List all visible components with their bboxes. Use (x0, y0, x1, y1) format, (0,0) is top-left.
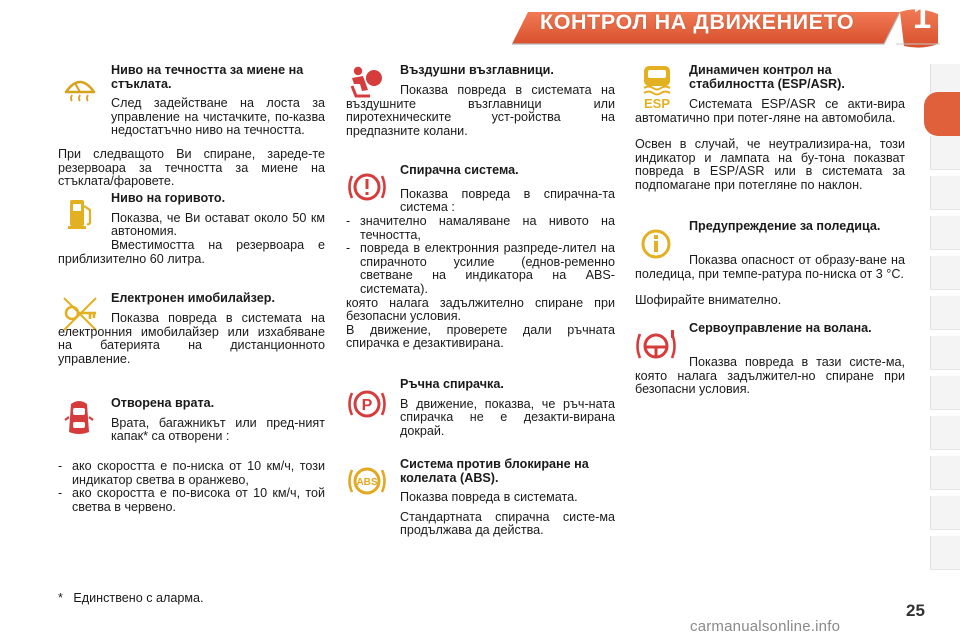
section-title: Въздушни възглавници. (400, 63, 554, 77)
list-item: - ако скоростта е по-висока от 10 км/ч, той светва в червено. (58, 486, 325, 514)
page-header (0, 0, 960, 56)
ice-section (689, 220, 905, 240)
steering-section (689, 322, 905, 342)
fuel-section (111, 192, 325, 245)
chapter-tab[interactable] (930, 296, 960, 330)
section-text: Показва повреда в системата на електронния имобилайзер или изхабяване на батерията на дистанционното управление. (58, 311, 325, 366)
section-text: Показва повреда в спирачна-та система : (400, 186, 615, 215)
section-title: Отворена врата. (111, 396, 215, 410)
handbrake-section (400, 378, 615, 438)
chapter-tab-active[interactable] (924, 92, 960, 136)
washer-section-note (58, 148, 325, 189)
chapter-tab[interactable] (930, 256, 960, 290)
page-title: КОНТРОЛ НА ДВИЖЕНИЕТО (540, 10, 855, 34)
section-text: която налага задължително спиране при безопасни условия. (346, 295, 615, 324)
chapter-number: 1 (912, 0, 932, 35)
washer-section (111, 64, 325, 138)
section-text: Показва опасност от образу-ване на поледица, при темпе-ратура по-ниска от 3 °C. (635, 253, 905, 281)
brake-warning-icon (346, 167, 388, 207)
list-item: - повреда в електронния разпреде-лител на спирачното усилие (еднов-ременно светване на индикатора на ABS-системата). (346, 241, 615, 296)
door-section (111, 397, 325, 444)
chapter-tab[interactable] (930, 456, 960, 490)
section-text: В движение, показва, че ръч-ната спирачка не е дезакти-вирана докрай. (400, 396, 615, 438)
chapter-tab[interactable] (930, 136, 960, 170)
section-text: След задействане на лоста за управление на чистачките, по-казва недостатъчно ниво на течността. (111, 96, 325, 138)
chapter-tab[interactable] (930, 536, 960, 570)
abs-section (400, 458, 615, 538)
section-title: Предупреждение за поледица. (689, 219, 881, 233)
list-item: - значително намаляване на нивото на течността, (346, 214, 615, 242)
footnote: * Единствено с аларма. (58, 591, 204, 605)
section-text: Показва, че Ви остават около 50 км автономия. (111, 210, 325, 239)
svg-text:P: P (361, 397, 373, 414)
parking-brake-icon (346, 384, 388, 424)
immobiliser-text (58, 312, 325, 366)
section-title: Ниво на горивото. (111, 191, 226, 205)
brake-system-section (400, 164, 615, 215)
svg-text:ESP: ESP (643, 96, 671, 110)
section-title: Електронен имобилайзер. (111, 291, 275, 305)
section-text: Стандартната спирачна систе-ма продължава да действа. (400, 509, 615, 538)
section-text: Врата, багажникът или пред-ният капак* са отворени : (111, 415, 325, 444)
section-text: Шофирайте внимателно. (635, 293, 782, 307)
chapter-tab[interactable] (930, 216, 960, 250)
chapter-tab[interactable] (930, 496, 960, 530)
section-text: Системата ESP/ASR се акти-вира автоматично при потег-ляне на автомобила. (635, 97, 905, 125)
section-text: Показва повреда в системата на въздушните възглавници или пиротехническите уст-ройства на предпазните колани. (346, 83, 615, 138)
chapter-tab[interactable] (930, 416, 960, 450)
section-title: Ниво на течността за миене на стъклата. (111, 63, 304, 91)
section-text: Вместимостта на резервоара е приблизително 60 литра. (58, 238, 325, 266)
section-title: Ръчна спирачка. (400, 377, 504, 391)
fuel-capacity (58, 239, 325, 266)
section-text: Показва повреда в тази систе-ма, която налага задължител-но спиране при безопасни условия. (635, 355, 905, 397)
svg-text:ABS: ABS (356, 477, 378, 488)
airbag-section (400, 64, 615, 84)
chapter-tab[interactable] (930, 176, 960, 210)
esp-section (689, 64, 905, 97)
chapter-tab[interactable] (930, 336, 960, 370)
abs-icon (346, 461, 388, 501)
section-title: Система против блокиране на колелата (ABS). (400, 457, 589, 485)
brake-system-list (346, 215, 615, 351)
list-item: - ако скоростта е по-ниска от 10 км/ч, този индикатор светва в оранжево, (58, 459, 325, 487)
section-title: Спирачна система. (400, 163, 519, 177)
section-title: Динамичен контрол на стабилността (ESP/ASR). (689, 63, 845, 91)
esp-text-1 (635, 98, 905, 125)
door-list (58, 460, 325, 514)
page-number: 25 (906, 601, 925, 620)
section-text: Освен в случай, че неутрализира-на, този индикатор и лампата на бу-тона показват повреда в ESP/ASR или в системата за подпомагане при потегляне по наклон. (635, 137, 905, 192)
chapter-tab[interactable] (930, 376, 960, 410)
esp-text-2 (635, 138, 905, 192)
ice-text-1 (635, 254, 905, 281)
section-text: Показва повреда в системата. (400, 490, 578, 505)
airbag-text (346, 84, 615, 138)
ice-text-2 (635, 294, 905, 308)
steering-text (635, 356, 905, 397)
fuel-pump-icon (66, 196, 96, 232)
immobiliser-section (111, 292, 325, 312)
section-text: При следващото Ви спиране, зареде-те резервоара за течността за миене на стъклата/фаровете. (58, 147, 325, 189)
section-title: Сервоуправление на волана. (689, 321, 872, 335)
door-open-icon (64, 398, 94, 438)
section-text: В движение, проверете дали ръчната спирачка е дезактивирана. (346, 322, 615, 351)
watermark: carmanualsonline.info (690, 618, 841, 635)
washer-fluid-icon (60, 68, 100, 102)
